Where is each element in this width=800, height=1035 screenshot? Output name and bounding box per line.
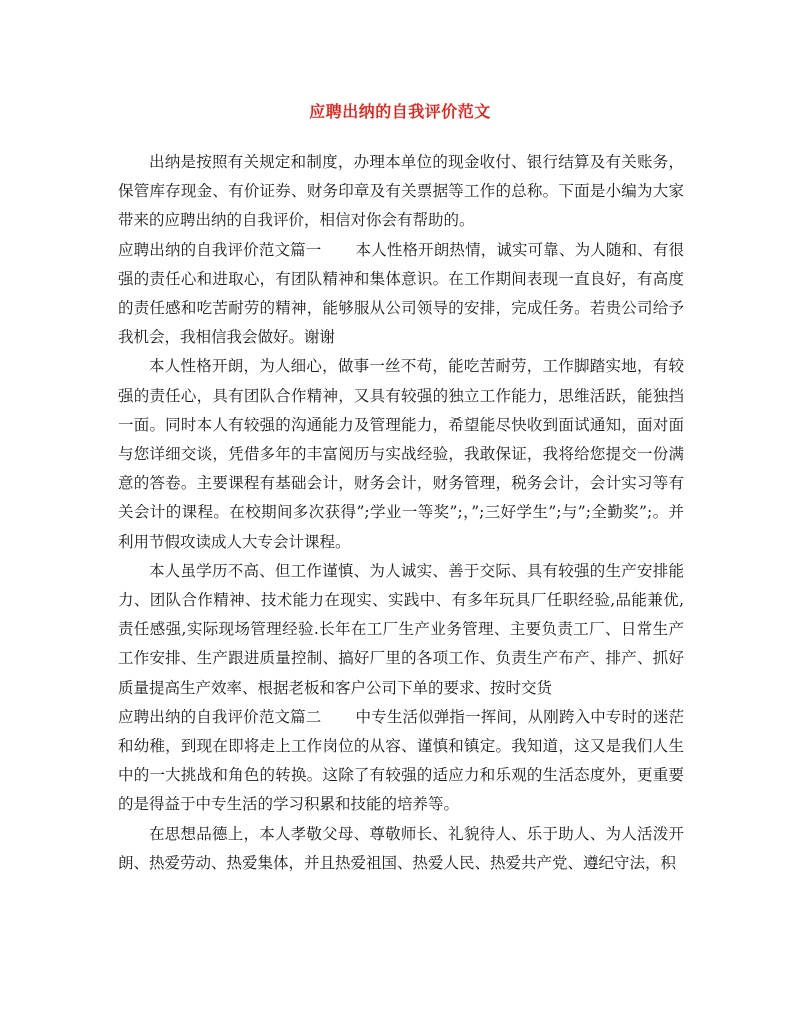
- section-heading: 应聘出纳的自我评价范文篇一: [118, 240, 322, 259]
- paragraph-text: 本人性格开朗热情，诚实可靠、为人随和、有很强的责任心和进取心，有团队精神和集体意识。在工作期间表现一直良好，有高度的责任感和吃苦耐劳的精神，能够服从公司领导的安排，完成任务。若贵公司给予我机会，我相信我会做好。谢谢: [118, 240, 684, 347]
- document-body: [118, 148, 684, 878]
- paragraph-personality: [118, 352, 684, 556]
- paragraph-intro: [118, 148, 684, 236]
- paragraph-text: 本人虽学历不高、但工作谨慎、为人诚实、善于交际、具有较强的生产安排能力、团队合作精神、技术能力在现实、实践中、有多年玩具厂任职经验,品能兼优,责任感强,实际现场管理经验.长年在工厂生产业务管理、主要负责工厂、日常生产工作安排、生产跟进质量控制、搞好厂里的各项工作、负责生产布产、排产、抓好质量提高生产效率、根据老板和客户公司下单的要求、按时交货: [118, 561, 684, 697]
- paragraph-text: 在思想品德上，本人孝敬父母、尊敬师长、礼貌待人、乐于助人、为人活泼开朗、热爱劳动、热爱集体，并且热爱祖国、热爱人民、热爱共产党、遵纪守法，积: [118, 824, 684, 872]
- section-heading: 应聘出纳的自我评价范文篇二: [118, 707, 322, 726]
- paragraph-morality: [118, 820, 684, 878]
- paragraph-section-two: [118, 703, 684, 820]
- paragraph-experience: [118, 557, 684, 703]
- paragraph-section-one: [118, 236, 684, 353]
- paragraph-text: 中专生活似弹指一挥间，从刚跨入中专时的迷茫和幼稚，到现在即将走上工作岗位的从容、谨慎和镇定。我知道，这又是我们人生中的一大挑战和角色的转换。这除了有较强的适应力和乐观的生活态度外，更重要的是得益于中专生活的学习积累和技能的培养等。: [118, 707, 684, 814]
- paragraph-text: 本人性格开朗，为人细心，做事一丝不苟，能吃苦耐劳，工作脚踏实地，有较强的责任心，具有团队合作精神，又具有较强的独立工作能力，思维活跃，能独挡一面。同时本人有较强的沟通能力及管理能力，希望能尽快收到面试通知，面对面与您详细交谈，凭借多年的丰富阅历与实战经验，我敢保证，我将给您提交一份满意的答卷。主要课程有基础会计，财务会计，财务管理，税务会计，会计实习等有关会计的课程。在校期间多次获得”;学业一等奖”;，”;三好学生”;与”;全勤奖”;。并利用节假攻读成人大专会计课程。: [118, 357, 684, 551]
- paragraph-text: 出纳是按照有关规定和制度，办理本单位的现金收付、银行结算及有关账务，保管库存现金、有价证券、财务印章及有关票据等工作的总称。下面是小编为大家带来的应聘出纳的自我评价，相信对你会有帮助的。: [118, 153, 684, 230]
- document-title: 应聘出纳的自我评价范文: [309, 102, 491, 121]
